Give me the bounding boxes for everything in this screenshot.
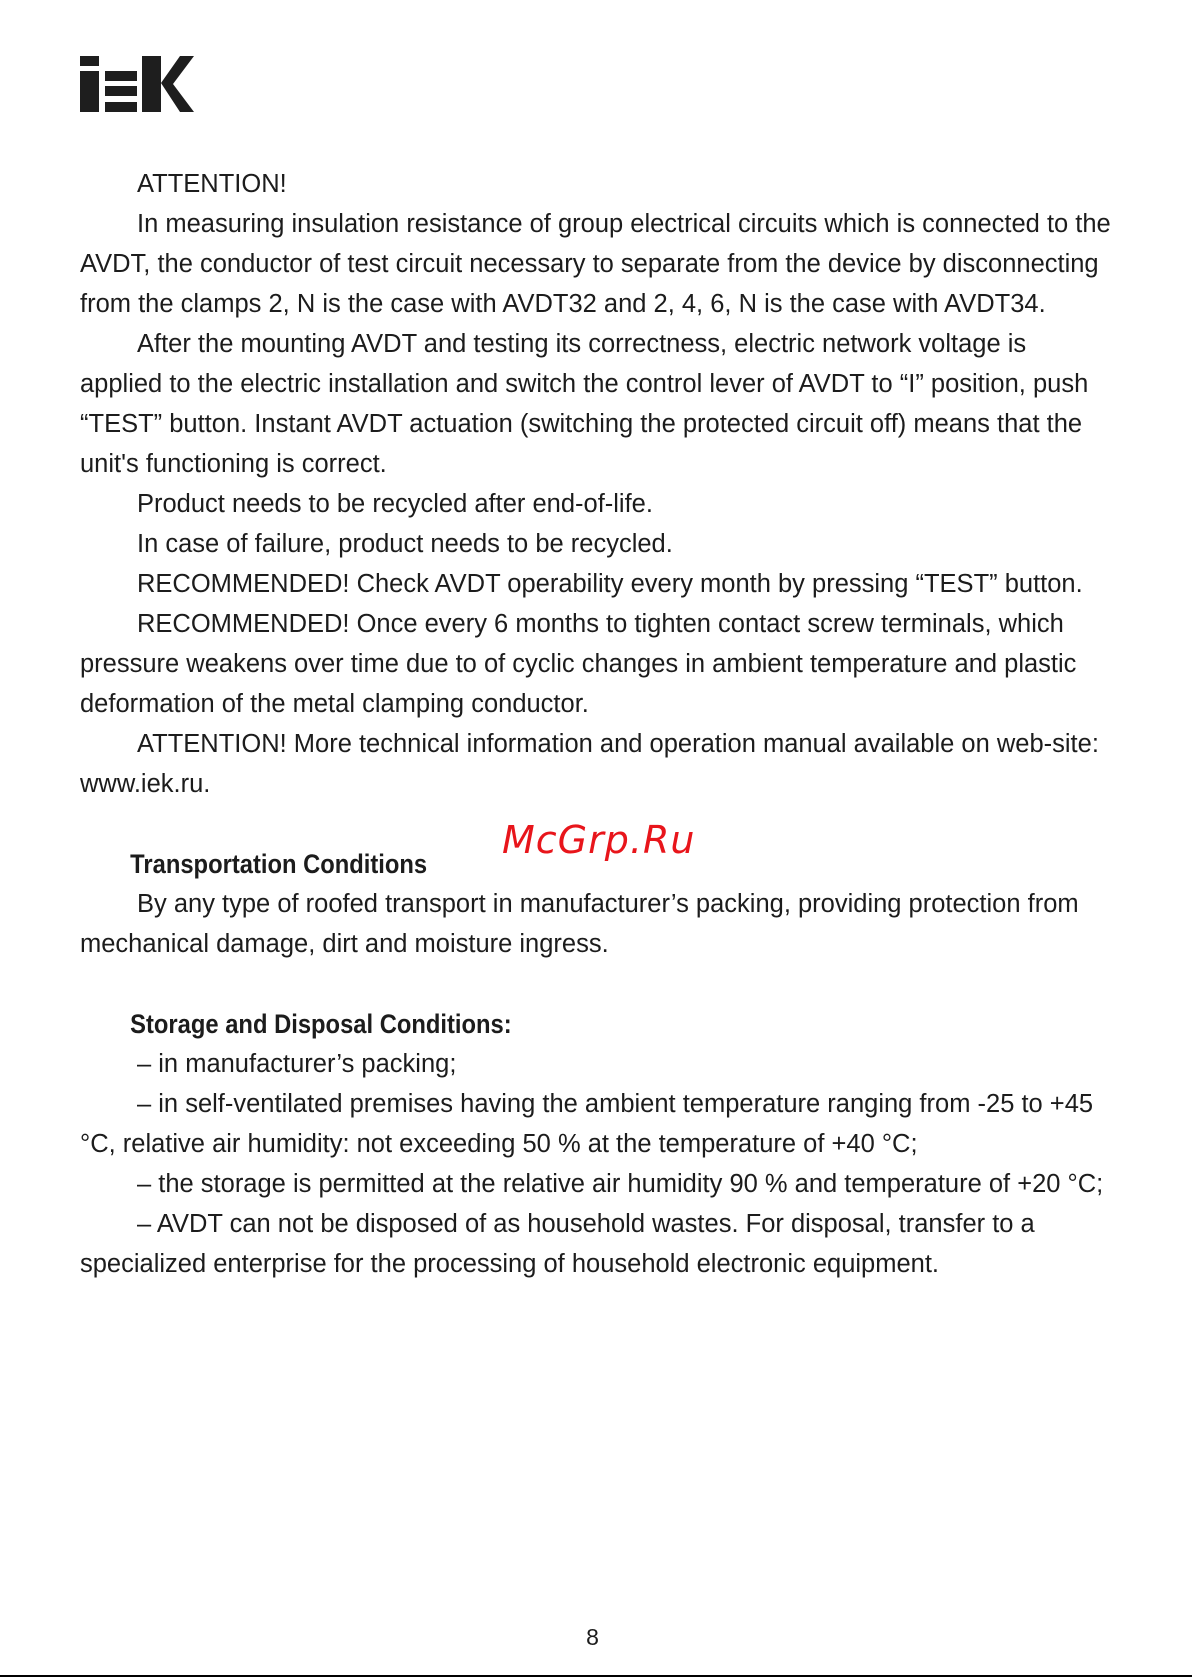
storage-item-humidity: – the storage is permitted at the relative air humidity 90 % and temperature of +20 °C; <box>137 1170 1104 1198</box>
transportation-heading: Transportation Conditions <box>130 849 428 879</box>
mounting-paragraph: After the mounting AVDT and testing its correctness, electric network voltage is applied to the electric installation and switch the control lever of AVDT to “I” position, push “TEST” button. Instant AVDT actuation (switching the protected circuit off) means that the unit's functioning is correct. <box>80 330 1089 478</box>
logo-e-middle <box>105 86 137 96</box>
bottom-rule <box>0 1675 1192 1677</box>
logo-e-top <box>105 71 137 81</box>
recycle-paragraph: Product needs to be recycled after end-of-life. <box>137 490 653 518</box>
attention-heading: ATTENTION! <box>137 170 287 198</box>
storage-item-premises: – in self-ventilated premises having the ambient temperature ranging from -25 to +45 °C, relative air humidity: not exceeding 50 % at the temperature of +40 °C; <box>80 1090 1094 1158</box>
page-number: 8 <box>586 1624 599 1650</box>
logo-i-stem <box>80 71 99 112</box>
storage-item-packing: – in manufacturer’s packing; <box>137 1050 457 1078</box>
attention-website-paragraph: ATTENTION! More technical information and operation manual available on web-site: www.iek.ru. <box>80 730 1099 798</box>
logo-k-arm <box>161 56 194 112</box>
logo-e-bottom <box>105 102 137 112</box>
page-content <box>80 164 1115 1284</box>
transportation-text: By any type of roofed transport in manufacturer’s packing, providing protection from mechanical damage, dirt and moisture ingress. <box>80 890 1079 958</box>
recommended-terminals-paragraph: RECOMMENDED! Once every 6 months to tighten contact screw terminals, which pressure weakens over time due to of cyclic changes in ambient temperature and plastic deformation of the metal clamping conductor. <box>80 610 1077 718</box>
logo-i-dot <box>80 56 99 66</box>
logo-k-stem <box>142 56 161 112</box>
insulation-paragraph: In measuring insulation resistance of group electrical circuits which is connected to the AVDT, the conductor of test circuit necessary to separate from the device by disconnecting from the clamps 2, N is the case with AVDT32 and 2, 4, 6, N is the case with AVDT34. <box>80 210 1111 318</box>
recommended-test-paragraph: RECOMMENDED! Check AVDT operability every month by pressing “TEST” button. <box>137 570 1083 598</box>
storage-heading: Storage and Disposal Conditions: <box>130 1009 512 1039</box>
failure-paragraph: In case of failure, product needs to be recycled. <box>137 530 673 558</box>
storage-item-disposal: – AVDT can not be disposed of as household wastes. For disposal, transfer to a specialized enterprise for the processing of household electronic equipment. <box>80 1210 1035 1278</box>
iek-logo <box>80 56 194 112</box>
watermark: McGrp.Ru <box>502 818 696 862</box>
